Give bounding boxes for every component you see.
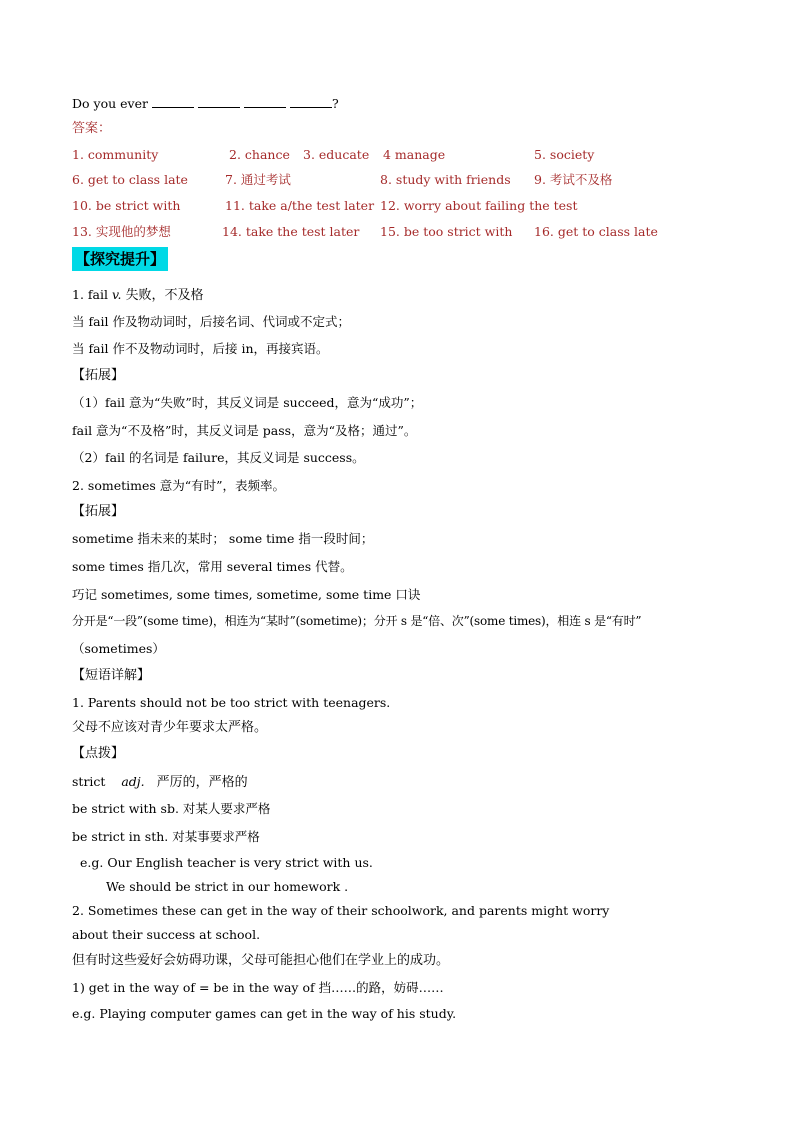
text-line: 【点拨】 bbox=[72, 746, 125, 761]
text-line: 【拓展】 bbox=[72, 368, 125, 383]
item-fail-word: 1. fail bbox=[72, 287, 108, 302]
answer-item: 5. society bbox=[534, 147, 595, 162]
question-suffix: ? bbox=[331, 96, 339, 111]
answer-item: 9. 考试不及格 bbox=[534, 172, 613, 187]
answer-item: 12. worry about failing the test bbox=[380, 198, 578, 213]
text-line: 但有时这些爱好会妨碍功课，父母可能担心他们在学业上的成功。 bbox=[72, 953, 450, 968]
text-line: some times 指几次，常用 several times 代替。 bbox=[72, 559, 353, 574]
answer-item: 14. take the test later bbox=[222, 224, 360, 239]
question-prefix: Do you ever bbox=[72, 96, 148, 111]
text-line: （2）fail 的名词是 failure，其反义词是 success。 bbox=[72, 450, 365, 465]
answer-item: 3. educate bbox=[303, 147, 370, 162]
answer-item: 8. study with friends bbox=[380, 172, 511, 187]
answer-item: 15. be too strict with bbox=[380, 224, 513, 239]
answer-item: 6. get to class late bbox=[72, 172, 188, 187]
section-tag: 【探究提升】 bbox=[72, 247, 168, 271]
answers-label: 答案： bbox=[72, 121, 112, 136]
text-line: （sometimes） bbox=[72, 641, 165, 656]
answer-item: 1. community bbox=[72, 147, 159, 162]
answer-item: 13. 实现他的梦想 bbox=[72, 224, 171, 239]
item-fail bbox=[72, 286, 204, 304]
item-fail-meaning: 失败，不及格 bbox=[125, 288, 204, 303]
text-line: 当 fail 作及物动词时，后接名词、代词或不定式； bbox=[72, 314, 351, 329]
answer-item: 7. 通过考试 bbox=[225, 172, 291, 187]
answer-item: 11. take a/the test later bbox=[225, 198, 375, 213]
text-line: 分开是“一段”(some time)，相连为“某时”(sometime)；分开 s 是“倍、次”(some times)，相连 s 是“有时” bbox=[72, 614, 642, 628]
text-line: e.g. Our English teacher is very strict with us. bbox=[80, 855, 373, 870]
text-line: 2. Sometimes these can get in the way of their schoolwork, and parents might worry bbox=[72, 903, 610, 918]
text-line: 【短语详解】 bbox=[72, 668, 151, 683]
blank-2 bbox=[198, 95, 240, 108]
item-strict-word: strict bbox=[72, 774, 106, 789]
item-fail-pos: v. bbox=[111, 287, 122, 302]
text-line: 父母不应该对青少年要求太严格。 bbox=[72, 720, 268, 735]
text-line: be strict in sth. 对某事要求严格 bbox=[72, 829, 260, 844]
text-line: 2. sometimes 意为“有时”，表频率。 bbox=[72, 478, 286, 493]
answer-item: 10. be strict with bbox=[72, 198, 181, 213]
text-line: 1) get in the way of = be in the way of 挡……的路，妨碍…… bbox=[72, 980, 444, 995]
text-line: about their success at school. bbox=[72, 927, 261, 942]
text-line: sometime 指未来的某时； some time 指一段时间； bbox=[72, 531, 374, 546]
text-line: We should be strict in our homework . bbox=[106, 879, 349, 894]
item-strict-pos: adj. bbox=[121, 774, 145, 789]
text-line: 【拓展】 bbox=[72, 504, 125, 519]
answer-item: 4 manage bbox=[383, 147, 446, 162]
text-line: fail 意为“不及格”时，其反义词是 pass，意为“及格；通过”。 bbox=[72, 423, 417, 438]
text-line: e.g. Playing computer games can get in the way of his study. bbox=[72, 1006, 457, 1021]
item-strict bbox=[72, 773, 248, 791]
text-line: （1）fail 意为“失败”时，其反义词是 succeed，意为“成功”； bbox=[72, 395, 423, 410]
question-line bbox=[72, 95, 339, 112]
text-line: 巧记 sometimes, some times, sometime, some time 口诀 bbox=[72, 587, 421, 602]
answer-item: 2. chance bbox=[229, 147, 290, 162]
answer-item: 16. get to class late bbox=[534, 224, 658, 239]
blank-4 bbox=[290, 95, 332, 108]
text-line: 当 fail 作不及物动词时，后接 in，再接宾语。 bbox=[72, 341, 329, 356]
text-line: be strict with sb. 对某人要求严格 bbox=[72, 801, 271, 816]
blank-3 bbox=[244, 95, 286, 108]
text-line: 1. Parents should not be too strict with teenagers. bbox=[72, 695, 391, 710]
item-strict-meaning: 严厉的，严格的 bbox=[156, 775, 248, 790]
blank-1 bbox=[152, 95, 194, 108]
